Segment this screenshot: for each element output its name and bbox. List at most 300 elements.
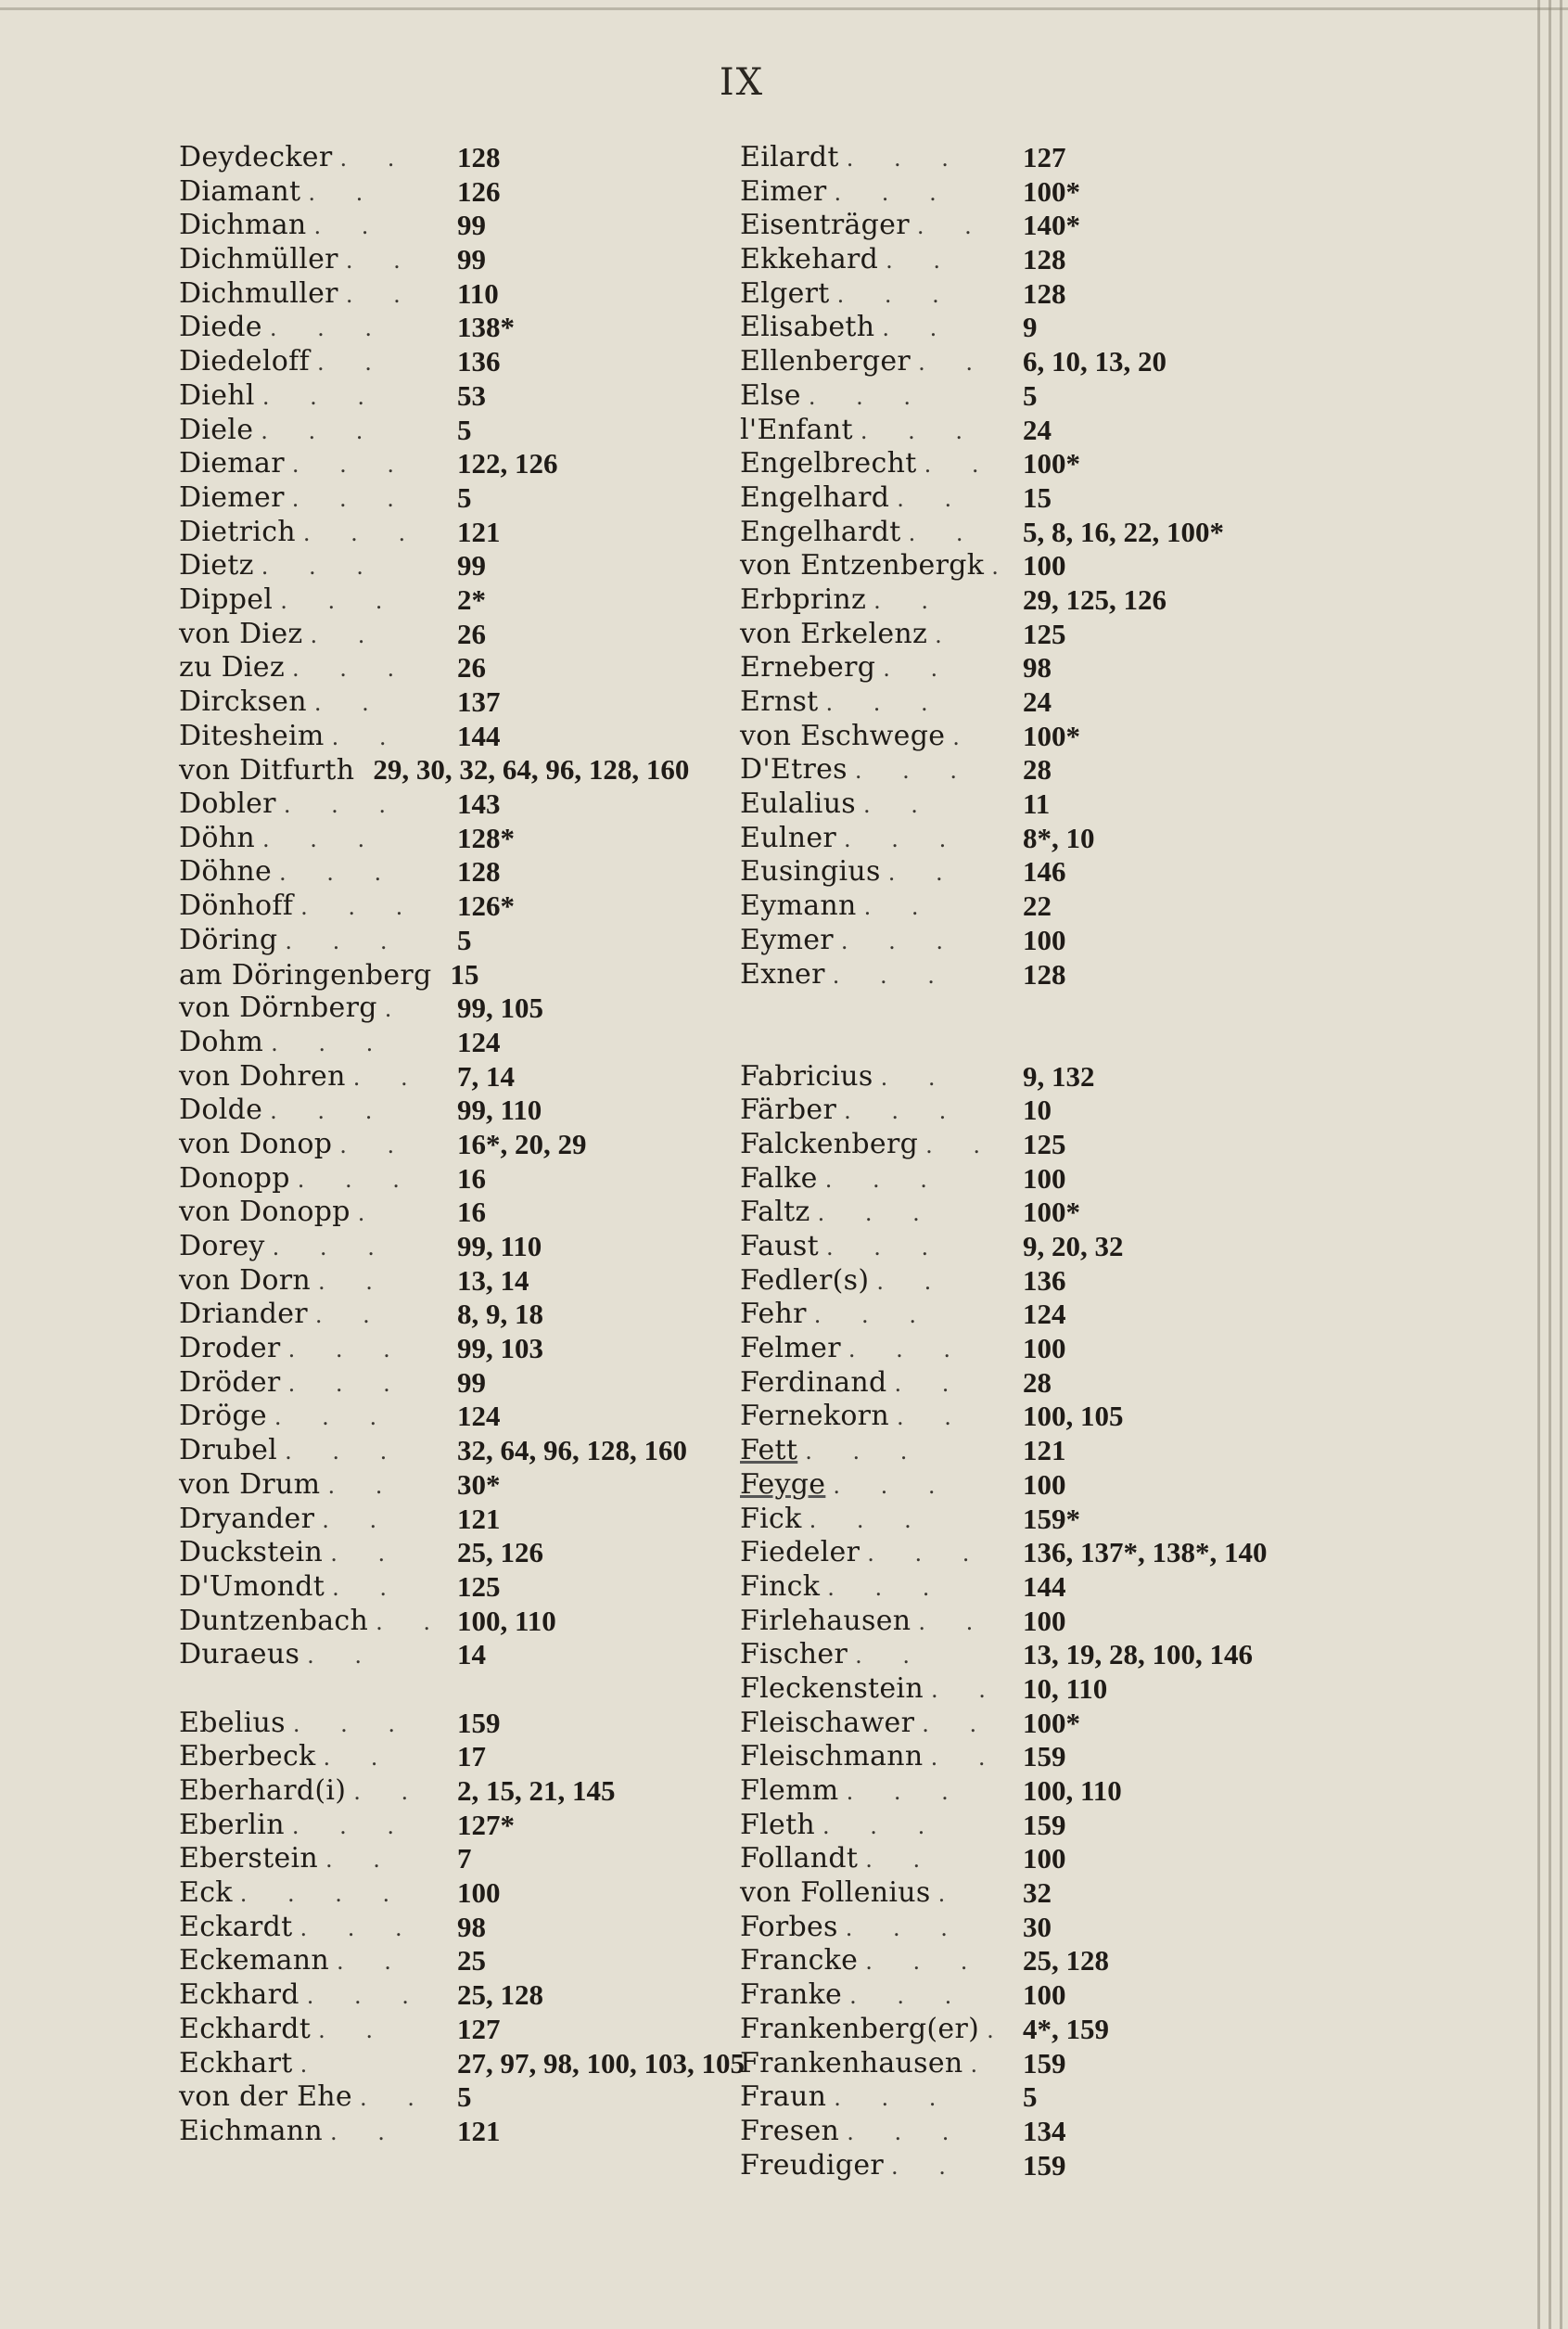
index-entry <box>179 243 735 277</box>
entry-name: Eymann <box>740 889 857 923</box>
leader-dots: . . <box>359 2085 431 2112</box>
index-entry <box>740 1366 1389 1401</box>
leader-dots: . . <box>894 1370 966 1397</box>
entry-name: Dobler <box>179 787 276 821</box>
entry-name: Dröder <box>179 1365 281 1399</box>
index-entry <box>179 2080 735 2115</box>
index-entry <box>179 481 735 516</box>
entry-pages: 159 <box>1023 1740 1066 1773</box>
index-entry <box>740 1162 1389 1196</box>
index-entry <box>740 209 1389 243</box>
entry-pages: 9 <box>1023 311 1038 344</box>
leader-dots: . . <box>327 1472 400 1499</box>
entry-pages: 125 <box>457 1569 501 1603</box>
index-entry <box>740 379 1389 414</box>
entry-name: von Diez <box>179 617 303 650</box>
entry-pages: 9, 132 <box>1023 1059 1095 1093</box>
leader-dots: . . . <box>285 1439 404 1465</box>
leader-dots: . <box>300 2051 325 2078</box>
entry-name: von Erkelenz <box>740 617 928 650</box>
entry-pages: 5 <box>457 413 472 446</box>
entry-pages: 26 <box>457 617 486 650</box>
leader-dots: . . <box>376 1608 448 1635</box>
entry-name: Eulner <box>740 821 837 854</box>
leader-dots: . . . <box>808 383 927 410</box>
entry-name: D'Umondt <box>179 1569 325 1603</box>
index-entry <box>740 2115 1389 2149</box>
entry-pages: 6, 10, 13, 20 <box>1023 345 1166 378</box>
entry-pages: 100 <box>1023 1604 1066 1637</box>
page-edge-line <box>1549 0 1551 2329</box>
entry-name: Fleckenstein <box>740 1671 924 1705</box>
leader-dots: . . . <box>302 519 423 546</box>
entry-name: Fett <box>740 1434 798 1467</box>
entry-pages: 143 <box>457 787 501 821</box>
leader-dots: . . <box>908 519 980 546</box>
entry-pages: 17 <box>457 1740 486 1773</box>
entry-name: Elgert <box>740 276 830 310</box>
entry-pages: 25, 128 <box>457 1978 543 2012</box>
index-entry <box>179 2046 745 2081</box>
entry-pages: 100 <box>1023 1467 1066 1501</box>
leader-dots: . . <box>930 1745 1002 1772</box>
entry-name: Dolde <box>179 1094 263 1127</box>
leader-dots: . . <box>316 350 389 377</box>
entry-name: von Entzenbergk <box>740 549 985 582</box>
index-entry <box>740 651 1389 685</box>
entry-pages: 2* <box>457 582 486 616</box>
leader-dots: . . <box>863 792 935 819</box>
entry-pages: 5 <box>457 923 472 956</box>
leader-dots: . . . <box>285 928 404 954</box>
leader-dots: . . . <box>261 383 381 410</box>
index-entry <box>740 1468 1389 1503</box>
index-entry <box>740 958 1389 992</box>
entry-pages: 128 <box>457 855 501 889</box>
entry-name: von Donop <box>179 1127 333 1160</box>
entry-name: Ditesheim <box>179 719 325 752</box>
entry-name: von Eschwege <box>740 719 946 752</box>
leader-dots: . . <box>924 452 996 479</box>
entry-name: Fernekorn <box>740 1400 889 1433</box>
leader-dots: . . . <box>834 179 953 206</box>
leader-dots: . . . <box>849 1983 969 2010</box>
entry-pages: 25, 126 <box>457 1536 543 1569</box>
entry-pages: 11 <box>1023 787 1051 821</box>
leader-dots: . . . <box>834 2085 953 2112</box>
index-entry <box>179 1026 735 1060</box>
leader-dots: . . <box>325 1847 397 1874</box>
leader-dots: . <box>384 996 409 1023</box>
index-entry <box>740 1536 1389 1570</box>
entry-pages: 29, 30, 32, 64, 96, 128, 160 <box>373 753 690 787</box>
index-entry <box>179 855 735 889</box>
leader-dots: . . <box>345 281 417 308</box>
entry-pages: 125 <box>1023 617 1066 650</box>
index-entry <box>179 311 735 345</box>
entry-name: zu Diez <box>179 651 285 685</box>
entry-pages: 5, 8, 16, 22, 100* <box>1023 515 1224 548</box>
entry-name: Duraeus <box>179 1638 300 1671</box>
page-edge-top <box>0 7 1568 10</box>
index-entry <box>740 1978 1389 2013</box>
index-entry <box>740 787 1389 822</box>
entry-pages: 99 <box>457 1365 486 1399</box>
entry-name: Erneberg <box>740 651 876 685</box>
entry-name: Eichmann <box>179 2114 323 2147</box>
leader-dots: . . <box>896 1404 968 1431</box>
index-entry <box>179 1434 735 1468</box>
entry-pages: 98 <box>1023 651 1052 685</box>
leader-dots: . . . <box>261 825 382 852</box>
entry-name: Eulalius <box>740 787 857 821</box>
leader-dots: . . . <box>270 1098 389 1125</box>
entry-name: Elisabeth <box>740 311 875 344</box>
index-entry <box>179 1570 735 1605</box>
index-entry <box>740 1740 1389 1774</box>
entry-pages: 16*, 20, 29 <box>457 1127 587 1160</box>
leader-dots: . . . <box>844 825 963 852</box>
entry-pages: 5 <box>1023 2080 1038 2114</box>
page-number: IX <box>719 61 765 104</box>
entry-name: l'Enfant <box>740 413 853 446</box>
entry-name: Follandt <box>740 1842 859 1875</box>
leader-dots: . . . <box>261 417 380 444</box>
index-entry <box>740 447 1389 481</box>
index-entry <box>179 618 735 652</box>
entry-name: Engelbrecht <box>740 447 917 480</box>
entry-pages: 98 <box>457 1910 486 1943</box>
leader-dots: . . . <box>845 1914 964 1941</box>
index-entry <box>179 1707 735 1741</box>
entry-name: Diemar <box>179 447 285 480</box>
leader-dots: . . . <box>300 1914 419 1941</box>
entry-name: Fleth <box>740 1808 816 1841</box>
entry-pages: 99, 105 <box>457 992 543 1025</box>
leader-dots: . . . <box>827 1574 947 1601</box>
index-entry <box>179 1536 735 1570</box>
entry-name: Duntzenbach <box>179 1604 369 1637</box>
entry-pages: 14 <box>457 1638 486 1671</box>
entry-pages: 28 <box>1023 1365 1052 1399</box>
entry-pages: 99, 110 <box>457 1230 542 1262</box>
entry-pages: 159 <box>457 1706 501 1739</box>
entry-name: Fick <box>740 1502 802 1535</box>
entry-name: Döhn <box>179 821 255 854</box>
entry-pages: 144 <box>1023 1569 1066 1603</box>
leader-dots: . . <box>314 1302 387 1329</box>
entry-name: Eckemann <box>179 1944 330 1977</box>
entry-name: Dorey <box>179 1230 265 1262</box>
entry-pages: 127 <box>1023 141 1066 173</box>
leader-dots: . . <box>339 1132 412 1158</box>
leader-dots: . . . <box>847 2118 966 2145</box>
index-entry <box>179 1400 735 1434</box>
entry-pages: 110 <box>457 276 499 310</box>
entry-pages: 138* <box>457 311 515 344</box>
index-entry <box>179 992 735 1026</box>
entry-name: Eimer <box>740 174 827 208</box>
entry-pages: 5 <box>1023 378 1038 412</box>
index-entry <box>179 2013 735 2047</box>
entry-pages: 121 <box>1023 1434 1066 1467</box>
entry-pages: 126 <box>457 174 501 208</box>
index-entry <box>179 958 735 992</box>
entry-pages: 28 <box>1023 753 1052 787</box>
entry-name: Eckhart <box>179 2046 293 2079</box>
entry-name: Dröge <box>179 1400 267 1433</box>
leader-dots: . . . <box>836 281 956 308</box>
leader-dots: . . . <box>825 1235 946 1260</box>
leader-dots: . . . <box>844 1098 963 1125</box>
entry-pages: 30* <box>457 1467 501 1501</box>
entry-name: Deydecker <box>179 141 333 173</box>
entry-pages: 9, 20, 32 <box>1023 1230 1124 1262</box>
entry-pages: 100 <box>457 1876 501 1910</box>
entry-pages: 127 <box>457 2012 501 2045</box>
leader-dots: . . <box>339 146 412 172</box>
leader-dots: . . . <box>274 1404 394 1431</box>
leader-dots: . <box>937 1881 962 1908</box>
entry-pages: 100 <box>1023 1978 1066 2012</box>
leader-dots: . . . <box>300 894 420 921</box>
leader-dots: . . . . <box>239 1881 407 1908</box>
index-entry <box>740 2149 1389 2183</box>
entry-name: Faust <box>740 1230 819 1262</box>
leader-dots: . . . <box>297 1166 416 1193</box>
entry-pages: 100 <box>1023 549 1066 582</box>
index-entry <box>179 1264 735 1299</box>
entry-pages: 126* <box>457 889 515 923</box>
index-entry <box>179 651 735 685</box>
entry-pages: 100* <box>1023 1196 1080 1229</box>
leader-dots: . . <box>318 1268 389 1295</box>
index-entry <box>740 2047 1389 2081</box>
entry-name: Dichman <box>179 209 307 242</box>
index-entry <box>740 1842 1389 1876</box>
index-entry <box>179 1842 735 1876</box>
entry-pages: 125 <box>1023 1127 1066 1160</box>
leader-dots: . . . <box>291 1812 411 1839</box>
leader-dots: . . <box>308 179 380 206</box>
index-entry <box>740 1128 1389 1162</box>
leader-dots: . . . <box>824 1166 944 1193</box>
index-entry <box>179 379 735 414</box>
entry-name: von Drum <box>179 1467 321 1501</box>
entry-name: Eck <box>179 1876 233 1910</box>
entry-pages: 24 <box>1023 413 1052 446</box>
entry-name: Ekkehard <box>740 243 879 276</box>
entry-name: Firlehausen <box>740 1604 911 1637</box>
entry-name: Eberhard(i) <box>179 1774 347 1807</box>
entry-name: Erbprinz <box>740 582 867 616</box>
index-entry <box>179 1876 735 1911</box>
leader-dots: . . <box>891 2153 962 2180</box>
leader-dots: . . . <box>287 1370 407 1397</box>
entry-name: von Donopp <box>179 1196 351 1229</box>
entry-name: von Ditfurth <box>179 754 355 787</box>
leader-dots: . . <box>331 723 403 750</box>
entry-name: Falke <box>740 1161 818 1195</box>
index-entry <box>179 1128 735 1162</box>
index-entry <box>179 1162 735 1196</box>
entry-pages: 100 <box>1023 923 1066 956</box>
entry-pages: 7, 14 <box>457 1059 515 1093</box>
leader-dots: . . . <box>867 1541 987 1568</box>
leader-dots: . . . <box>292 1710 413 1737</box>
index-entry <box>179 414 735 448</box>
entry-pages: 5 <box>457 480 472 514</box>
index-entry <box>740 1707 1389 1741</box>
index-entry <box>740 2013 1389 2047</box>
index-entry <box>179 1809 735 1843</box>
index-entry <box>179 1094 735 1128</box>
entry-name: Dietz <box>179 549 254 582</box>
index-entry <box>740 822 1389 856</box>
entry-name: Feyge <box>740 1467 826 1501</box>
entry-pages: 32, 64, 96, 128, 160 <box>457 1434 687 1467</box>
index-entry <box>740 1060 1389 1094</box>
entry-name: Diedeloff <box>179 345 310 378</box>
entry-pages: 128 <box>1023 957 1066 991</box>
leader-dots: . . <box>313 213 386 240</box>
entry-name: Frankenberg(er) <box>740 2012 980 2045</box>
entry-pages: 127* <box>457 1808 515 1841</box>
page-edge-line <box>1537 0 1540 2329</box>
entry-pages: 124 <box>1023 1298 1066 1331</box>
entry-pages: 13, 19, 28, 100, 146 <box>1023 1638 1253 1671</box>
leader-dots: . . <box>886 248 958 275</box>
leader-dots: . . <box>313 690 386 716</box>
entry-name: Eberlin <box>179 1808 285 1841</box>
entry-name: Donopp <box>179 1161 290 1195</box>
entry-pages: 2, 15, 21, 145 <box>457 1774 616 1807</box>
entry-name: Diede <box>179 311 262 344</box>
leader-dots: . . . <box>840 928 961 954</box>
entry-pages: 29, 125, 126 <box>1023 582 1166 616</box>
entry-name: Döhne <box>179 855 273 889</box>
entry-pages: 7 <box>457 1842 472 1875</box>
index-entry <box>740 1503 1389 1537</box>
entry-name: Diele <box>179 413 254 446</box>
entry-pages: 22 <box>1023 889 1052 923</box>
entry-name: Fabricius <box>740 1059 873 1093</box>
leader-dots: . . . <box>832 962 951 989</box>
leader-dots: . . . <box>860 417 979 444</box>
leader-dots: . . . <box>269 315 389 342</box>
index-entry <box>740 141 1389 175</box>
index-entry <box>740 175 1389 210</box>
leader-dots: . . . <box>865 1949 985 1976</box>
leader-dots: . . . <box>809 1506 928 1533</box>
entry-name: Dönhoff <box>179 889 294 923</box>
index-entry <box>740 481 1389 516</box>
index-entry <box>740 345 1389 379</box>
index-entry <box>179 889 735 924</box>
entry-name: Duckstein <box>179 1536 324 1569</box>
index-entry <box>179 1944 735 1978</box>
index-entry <box>179 924 735 958</box>
entry-pages: 146 <box>1023 855 1066 889</box>
entry-name: Fiedeler <box>740 1536 860 1569</box>
leader-dots: . . <box>310 621 382 648</box>
entry-pages: 121 <box>457 2114 501 2147</box>
entry-pages: 159* <box>1023 1502 1080 1535</box>
entry-name: Dichmüller <box>179 243 338 276</box>
leader-dots: . . . <box>287 1337 407 1363</box>
entry-pages: 121 <box>457 1502 501 1535</box>
entry-pages: 10 <box>1023 1094 1052 1127</box>
entry-pages: 124 <box>457 1025 501 1058</box>
entry-name: Eckhardt <box>179 2012 312 2045</box>
leader-dots: . . <box>855 1643 927 1670</box>
entry-name: Ebelius <box>179 1706 286 1739</box>
leader-dots: . . <box>865 1847 937 1874</box>
leader-dots: . . <box>337 1949 408 1976</box>
entry-name: Ferdinand <box>740 1365 887 1399</box>
entry-pages: 99, 103 <box>457 1332 543 1365</box>
entry-pages: 159 <box>1023 2046 1066 2079</box>
entry-pages: 128* <box>457 821 515 854</box>
index-entry <box>179 549 735 583</box>
leader-dots: . . <box>876 1268 949 1295</box>
entry-name: D'Etres <box>740 753 848 787</box>
entry-pages: 137 <box>457 685 501 718</box>
leader-dots: . . <box>882 315 954 342</box>
index-entry <box>740 924 1389 958</box>
entry-name: Döring <box>179 923 278 956</box>
entry-pages: 128 <box>1023 243 1066 276</box>
index-entry <box>179 1060 735 1094</box>
index-entry <box>740 1264 1389 1299</box>
index-entry <box>179 175 735 210</box>
index-entry <box>179 345 735 379</box>
entry-name: Ernst <box>740 685 819 718</box>
index-entry <box>179 447 735 481</box>
leader-dots: . . <box>330 2118 402 2145</box>
leader-dots: . . . <box>280 587 400 614</box>
leader-dots: . . . <box>846 1779 965 1805</box>
index-entry <box>740 720 1389 754</box>
index-entry <box>740 855 1389 889</box>
index-entry <box>740 1196 1389 1230</box>
entry-name: Fraun <box>740 2080 827 2114</box>
index-entry <box>179 1978 735 2013</box>
index-entry <box>740 243 1389 277</box>
index-entry <box>179 822 735 856</box>
entry-pages: 26 <box>457 651 486 685</box>
entry-pages: 27, 97, 98, 100, 103, 105 <box>457 2046 745 2079</box>
index-entry <box>179 516 735 550</box>
index-entry <box>179 720 735 754</box>
entry-pages: 8*, 10 <box>1023 821 1095 854</box>
leader-dots: . <box>952 723 976 750</box>
entry-pages: 30 <box>1023 1910 1052 1943</box>
entry-name: Else <box>740 378 801 412</box>
entry-pages: 136 <box>457 345 501 378</box>
index-entry <box>740 1298 1389 1332</box>
leader-dots: . . . <box>854 758 975 785</box>
entry-pages: 100 <box>1023 1332 1066 1365</box>
leader-dots: . . <box>918 1608 990 1635</box>
entry-name: Ellenberger <box>740 345 911 378</box>
entry-name: Eusingius <box>740 855 881 889</box>
entry-name: Exner <box>740 957 825 991</box>
leader-dots: . <box>935 621 959 648</box>
entry-pages: 99 <box>457 243 486 276</box>
index-column-right <box>740 141 1389 2182</box>
entry-pages: 8, 9, 18 <box>457 1298 543 1331</box>
